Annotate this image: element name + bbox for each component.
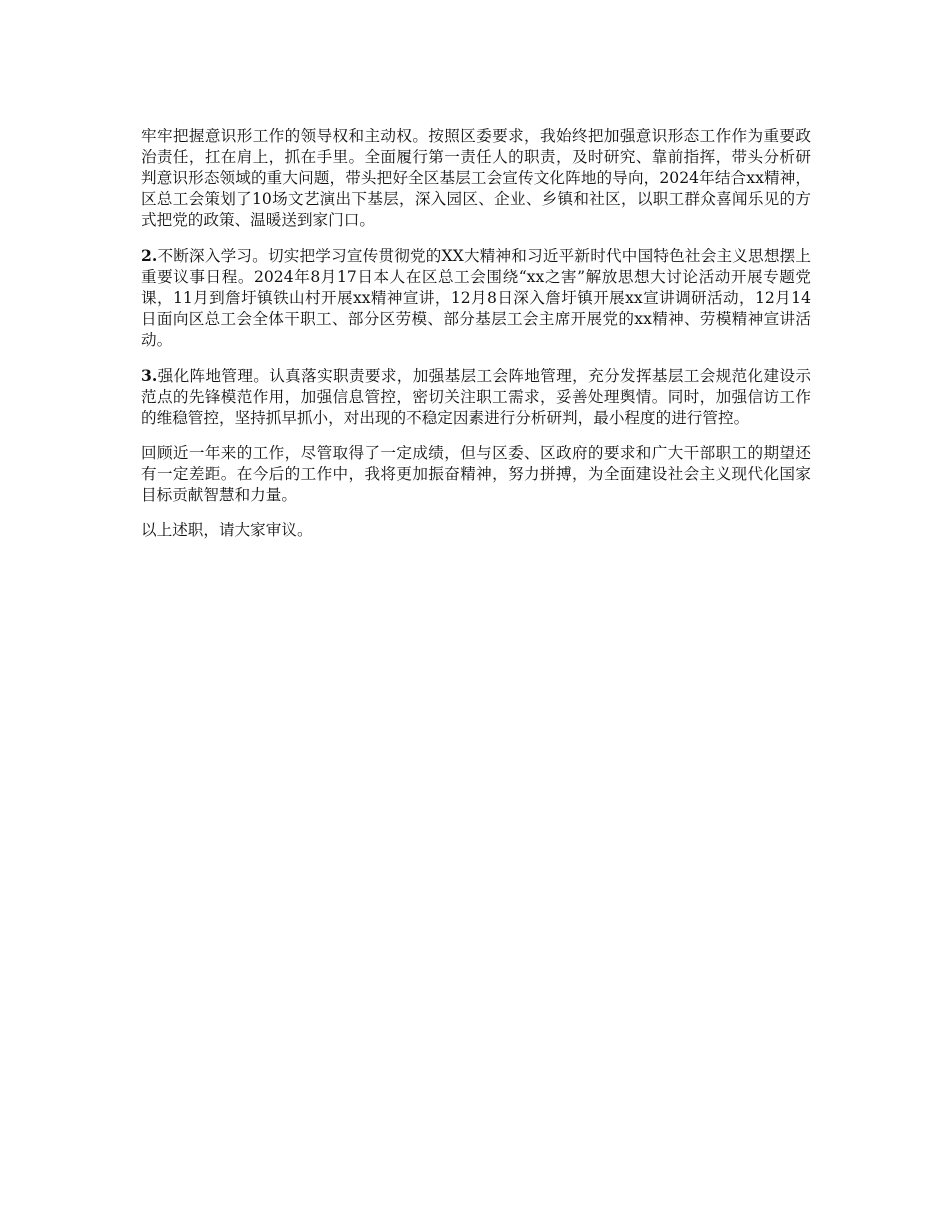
paragraph-closing [141,520,811,541]
paragraph-continuous-study [141,245,811,351]
paragraph-number: 3. [141,366,158,385]
paragraph-text: 以上述职，请大家审议。 [141,521,313,539]
paragraph-text: 牢牢把握意识形工作的领导权和主动权。按照区委要求，我始终把加强意识形态工作作为重要政治责任，扛在肩上，抓在手里。全面履行第一责任人的职责，及时研究、靠前指挥，带头分析研判意识形态领域的重大问题，带头把好全区基层工会宣传文化阵地的导向，2024年结合xx精神，区总工会策划了10场文艺演出下基层，深入园区、企业、乡镇和社区，以职工群众喜闻乐见的方式把党的政策、温暖送到家门口。 [141,127,811,229]
paragraph-ideology-leadership [141,126,811,231]
document-body [141,126,811,555]
paragraph-text: 强化阵地管理。认真落实职责要求，加强基层工会阵地管理，充分发挥基层工会规范化建设示范点的先锋模范作用，加强信息管控，密切关注职工需求，妥善处理舆情。同时，加强信访工作的维稳管控，坚持抓早抓小，对出现的不稳定因素进行分析研判，最小程度的进行管控。 [141,367,811,427]
paragraph-text: 回顾近一年来的工作，尽管取得了一定成绩，但与区委、区政府的要求和广大干部职工的期望还有一定差距。在今后的工作中，我将更加振奋精神，努力拼搏，为全面建设社会主义现代化国家目标贡献智慧和力量。 [141,444,811,504]
paragraph-number: 2. [141,246,158,265]
paragraph-review [141,443,811,506]
paragraph-position-management [141,365,811,429]
paragraph-text: 不断深入学习。切实把学习宣传贯彻党的XX大精神和习近平新时代中国特色社会主义思想摆上重要议事日程。2024年8月17日本人在区总工会围绕“xx之害”解放思想大讨论活动开展专题党课，11月到詹圩镇铁山村开展xx精神宣讲，12月8日深入詹圩镇开展xx宣讲调研活动，12月14日面向区总工会全体干职工、部分区劳模、部分基层工会主席开展党的xx精神、劳模精神宣讲活动。 [141,247,811,349]
